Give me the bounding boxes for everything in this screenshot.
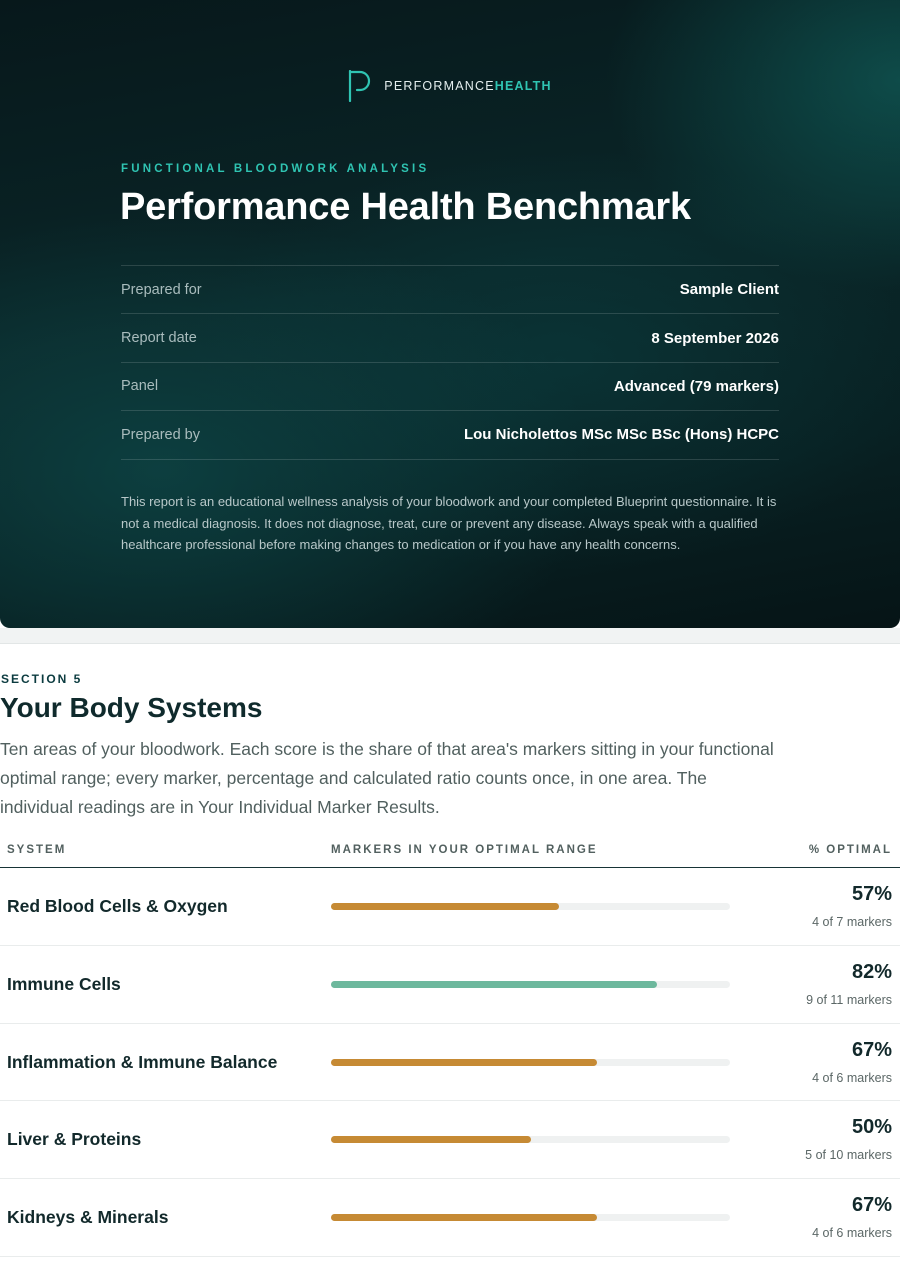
marker-count: 5 of 10 markers <box>805 1148 892 1163</box>
table-row <box>0 868 900 946</box>
medical-disclaimer: This report is an educational wellness analysis of your bloodwork and your completed Blueprint questionnaire. It is not a medical diagnosis. It does not diagnose, treat, cure or prevent any disease. Always speak with a qualified healthcare professional before making changes to medication or if you have any health concerns. <box>121 494 777 553</box>
meta-row-panel <box>121 363 779 411</box>
system-name: Inflammation & Immune Balance <box>7 1051 278 1072</box>
table-row <box>0 1101 900 1179</box>
page-divider <box>0 628 900 644</box>
performance-health-logo-icon <box>348 70 372 102</box>
optimal-progress-track <box>331 1059 730 1066</box>
brand-name-part1: PERFORMANCE <box>384 79 495 93</box>
column-header-percent-optimal: % OPTIMAL <box>808 844 892 856</box>
body-systems-table <box>0 834 900 1257</box>
percent-optimal: 50% <box>851 1116 892 1139</box>
percent-optimal: 67% <box>851 1194 892 1217</box>
marker-count: 4 of 7 markers <box>812 915 892 929</box>
meta-label: Panel <box>121 378 159 395</box>
meta-row-report-date <box>121 314 779 362</box>
system-name: Liver & Proteins <box>7 1129 142 1150</box>
meta-value: Advanced (79 markers) <box>613 377 779 395</box>
brand-name-part2: HEALTH <box>494 79 552 93</box>
percent-optimal: 82% <box>851 960 892 983</box>
optimal-progress-track <box>331 981 730 988</box>
report-cover <box>0 0 900 628</box>
brand-lockup <box>0 70 900 102</box>
marker-count: 4 of 6 markers <box>812 1070 892 1085</box>
meta-label: Prepared by <box>121 426 200 443</box>
table-row <box>0 1179 900 1257</box>
report-meta-table <box>121 265 779 460</box>
percent-optimal: 67% <box>851 1038 892 1061</box>
meta-value: Lou Nicholettos MSc MSc BSc (Hons) HCPC <box>463 426 779 444</box>
optimal-progress-fill <box>331 903 559 910</box>
meta-label: Prepared for <box>121 281 202 298</box>
optimal-progress-fill <box>331 1136 531 1143</box>
column-header-optimal-range: MARKERS IN YOUR OPTIMAL RANGE <box>331 844 598 856</box>
optimal-progress-fill <box>331 1214 597 1221</box>
system-name: Kidneys & Minerals <box>7 1207 169 1228</box>
meta-row-prepared-for <box>121 266 779 314</box>
table-row <box>0 1024 900 1102</box>
table-header <box>0 834 900 868</box>
brand-name <box>384 79 551 93</box>
section-title: Your Body Systems <box>0 692 263 723</box>
optimal-progress-track <box>331 1214 730 1221</box>
section-eyebrow: SECTION 5 <box>1 672 83 686</box>
marker-count: 9 of 11 markers <box>806 992 892 1007</box>
optimal-progress-fill <box>331 981 657 988</box>
cover-eyebrow: FUNCTIONAL BLOODWORK ANALYSIS <box>121 163 430 175</box>
optimal-progress-track <box>331 1136 730 1143</box>
marker-count: 4 of 6 markers <box>812 1226 892 1241</box>
report-title: Performance Health Benchmark <box>120 186 691 228</box>
optimal-progress-fill <box>331 1059 597 1066</box>
meta-label: Report date <box>121 330 197 347</box>
optimal-progress-track <box>331 903 730 910</box>
section-intro: Ten areas of your bloodwork. Each score is the share of that area's markers sitting in your functional optimal range; every marker, percentage and calculated ratio counts once, in one area. The individual readings are in Your Individual Marker Results. <box>0 739 774 817</box>
meta-value: 8 September 2026 <box>651 329 779 347</box>
system-name: Red Blood Cells & Oxygen <box>7 896 228 916</box>
meta-value: Sample Client <box>679 281 779 299</box>
meta-row-prepared-by <box>121 411 779 459</box>
table-row <box>0 946 900 1024</box>
system-name: Immune Cells <box>7 973 121 994</box>
percent-optimal: 57% <box>851 883 892 905</box>
column-header-system: SYSTEM <box>7 844 67 856</box>
